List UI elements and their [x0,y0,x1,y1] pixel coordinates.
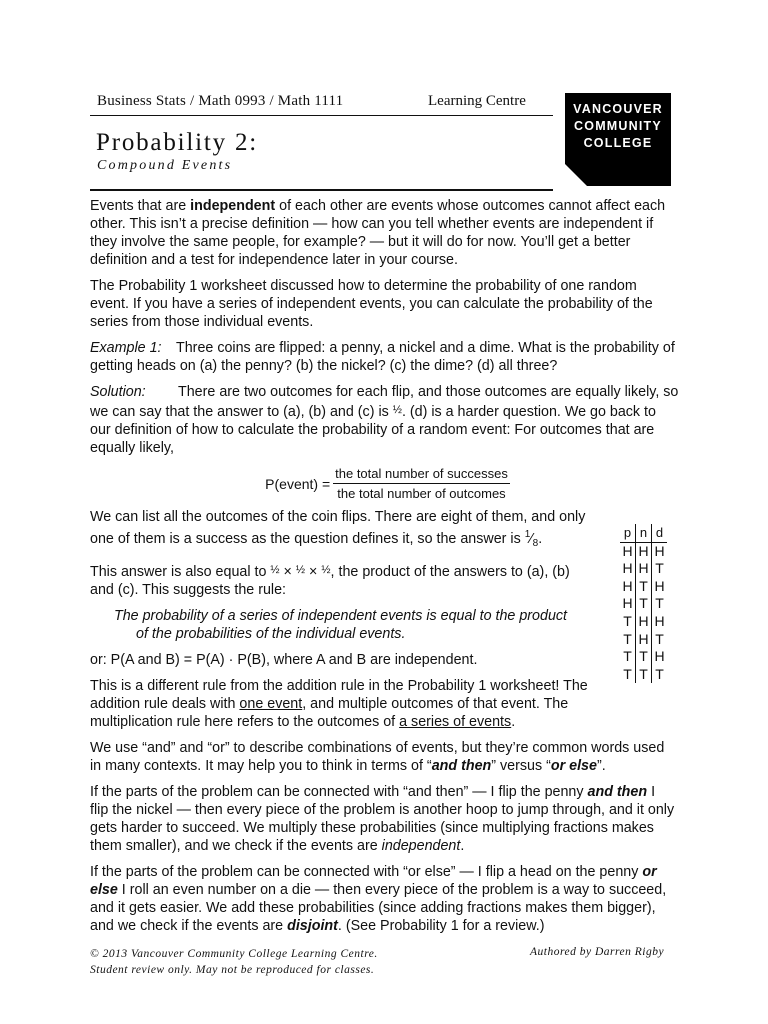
page-subtitle: Compound Events [97,158,233,173]
table-cell: H [636,560,652,578]
paragraph-formula-or: or: P(A and B) = P(A) · P(B), where A and B are independent. [90,651,478,668]
table-cell: H [636,613,652,631]
col-header-dime: d [652,524,668,542]
table-cell: H [636,631,652,649]
logo-word-2: COMMUNITY [574,119,662,133]
footer-line-2: Student review only. May not be reproduced for classes. [90,964,375,976]
worksheet-body [90,197,685,943]
use-text-c: ”. [596,757,606,774]
table-cell: T [623,612,632,629]
logo-corner-notch [565,164,587,186]
times-1: × [279,563,296,580]
p1-bold-term: independent [190,198,276,214]
and-text-c: . [460,837,465,854]
header-rule-bottom [90,189,553,191]
paragraph-series: The Probability 1 worksheet discussed how to determine the probability of one random event. If you have a series of independent events, you can calculate the probability of the series from those individual events. [90,278,653,330]
one-eighth-denominator: 8 [532,537,539,549]
table-row [620,542,667,560]
table-row [620,595,667,613]
paragraph-and-then [90,783,675,855]
table-header-row [620,524,667,542]
table-row [620,666,667,684]
table-cell: H [636,542,652,560]
solution-label: Solution: [90,384,146,400]
solution-text-post: . (d) is a harder question. We go back to our definition of how to calculate the probability of a random event: For outcomes that are equally likely, [90,404,656,456]
table-cell: H [652,578,668,596]
table-row [620,560,667,578]
half-3: ½ [321,563,331,576]
paragraph-different-rule [90,677,595,731]
formula-fraction [333,465,510,502]
table-cell: T [652,666,668,684]
p1-text-post: of each other are events whose outcomes cannot affect each other. This isn’t a precise definition — how can you tell whether events are independent if they involve the same people, for example? — but it will do for now. You’ll get a better definition and a test for independence later in your course. [90,198,666,268]
paragraph-independent [90,197,675,269]
diff-text-b: , and multiple outcomes of that event. The multiplication rule here refers to the outcomes of [90,695,569,730]
paragraph-or-else [90,863,675,935]
multiplication-rule [90,607,594,643]
table-cell: H [622,577,633,594]
table-cell: T [623,648,632,665]
table-row [620,578,667,596]
table-cell: T [652,560,668,578]
paragraph-product [90,561,595,599]
equal-text-post: , the product of the answers to (a), (b) and (c). This suggests the rule: [90,563,570,598]
paragraph-outcomes: We can list all the outcomes of the coin flips. There are eight of them, and only one of them is a success as the question defines it, so the answer is $^1⁄_8$. [90,509,586,549]
diff-underline-series: a series of events [399,713,512,730]
table-body [620,542,667,683]
table-cell: T [636,648,652,666]
half-1: ½ [270,563,280,576]
formula-lhs: P(event) = [265,475,331,492]
one-eighth-numerator: 1 [524,529,531,540]
disjoint-emphasis: disjoint [287,917,338,934]
header-rule-top [90,115,553,116]
table-cell: T [652,631,668,649]
solution-half-fraction: ½ [392,404,402,416]
table-cell: T [623,665,632,682]
col-header-nickel: n [636,524,652,542]
table-cell: H [622,560,633,577]
equal-text-pre: This answer is also equal to [90,563,271,580]
diff-text-a: This is a different rule from the addition rule in the Probability 1 worksheet! The addition rule deals with [90,677,588,712]
p1-text-pre: Events that are [90,198,191,214]
college-logo [565,93,671,186]
list-text-pre: We can list all the outcomes of the coin flips. There are eight of them, and only one of them is a success as the question defines it, so the answer is [90,509,586,547]
table-cell: H [622,595,633,612]
and-text-a: If the parts of the problem can be connected with “and then” — I flip the penny [90,783,588,800]
use-text-a: We use “and” and “or” to describe combinations of events, but they’re common words used in many contexts. It may help you to think in terms of “ [90,739,665,774]
paragraph-and-or [90,739,675,775]
logo-word-1: VANCOUVER [573,102,663,116]
solution-text-pre: There are two outcomes for each flip, and those outcomes are equally likely, so we can say that the answer to (a), (b) and (c) is [90,384,679,420]
table-row [620,631,667,649]
footer-author: Authored by Darren Rigby [530,946,665,958]
table-cell: T [636,595,652,613]
table-row [620,648,667,666]
table-row [620,613,667,631]
and-then-emphasis: and then [587,783,648,800]
table-cell: T [636,666,652,684]
and-independent-emphasis: independent [381,837,461,854]
coin-outcomes-table [620,524,667,683]
diff-text-c: . [511,713,516,730]
table-cell: T [652,595,668,613]
footer-copyright [90,946,378,978]
example-1 [90,339,680,375]
rule-line-2: of the probabilities of the individual events. [136,625,406,642]
orelse-text-a: If the parts of the problem can be connected with “or else” — I flip a head on the penny [90,863,643,880]
use-and-then: and then [431,757,492,774]
rule-line-1: The probability of a series of independent events is equal to the product [114,607,568,624]
orelse-text-b: I roll an even number on a die — then every piece of the problem is a way to succeed, and it gets easier. We add these probabilities (since adding fractions makes them bigger), and we check if the events are [90,881,667,934]
diff-underline-one-event: one event [239,695,303,712]
use-or-else: or else [550,757,597,774]
orelse-text-c: . (See Probability 1 for a review.) [337,917,545,934]
table-cell: T [636,578,652,596]
table-cell: H [622,542,633,559]
and-text-b: I flip the nickel — then every piece of the problem is another hoop to jump through, and it only gets harder to succeed. We multiply these probabilities (since multiplying fractions makes them smaller), and we check if the events are [90,783,675,854]
use-text-b: ” versus “ [491,757,551,774]
probability-formula [90,465,685,502]
list-text-post: . [538,530,543,547]
solution-paragraph [90,383,680,457]
course-title: Business Stats / Math 0993 / Math 1111 [97,93,344,109]
footer-line-1: © 2013 Vancouver Community College Learning Centre. [90,948,378,960]
example-label: Example 1: [90,340,162,356]
or-else-emphasis: or else [90,863,657,898]
table-cell: T [623,630,632,647]
logo-word-3: COLLEGE [583,136,653,150]
formula-numerator: the total number of successes [333,465,510,484]
table-cell: H [652,542,668,560]
table-cell: H [652,613,668,631]
page-title: Probability 2: [96,129,259,156]
half-2: ½ [295,563,306,576]
example-text: Three coins are flipped: a penny, a nickel and a dime. What is the probability of getting heads on (a) the penny? (b) the nickel? (c) the dime? (d) all three? [90,340,675,374]
table-cell: H [652,648,668,666]
learning-centre-label: Learning Centre [428,93,526,109]
times-2: × [305,563,322,580]
formula-denominator: the total number of outcomes [337,486,506,501]
col-header-penny: p [620,524,636,542]
